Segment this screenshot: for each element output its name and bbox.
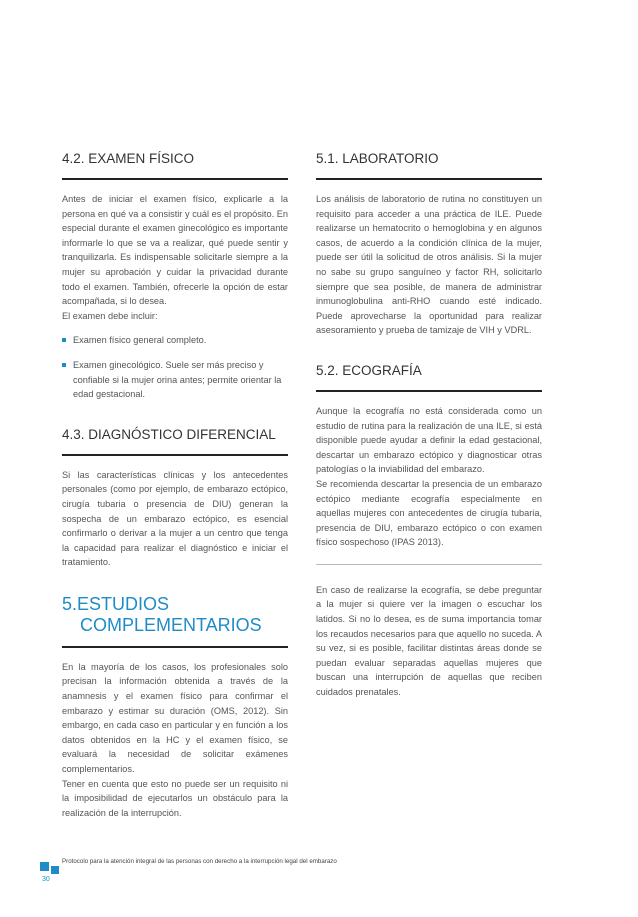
section-5-2-paragraph-3: En caso de realizarse la ecografía, se debe preguntar a la mujer si quiere ver la imagen o escuchar los latidos. Si no lo desea, es de suma importancia tomar los recaudos necesarios para que aquello no suceda. A su vez, si es posible, facilitar distintas áreas donde se puedan evaluar separadas aquellas mujeres que buscan una interrupción de aquellas que reciben cuidados prenatales. xyxy=(316,584,542,698)
bullet-icon xyxy=(62,338,66,342)
section-5-title-line1: 5.ESTUDIOS xyxy=(62,593,170,614)
list-item: Examen físico general completo. xyxy=(62,333,288,348)
section-5-title-line2: COMPLEMENTARIOS xyxy=(80,614,262,635)
section-5-paragraph-2: Tener en cuenta que esto no puede ser un requisito ni la imposibilidad de ejecutarlos un obstáculo para la realización de la interrupción. xyxy=(62,778,288,818)
divider xyxy=(316,564,542,565)
section-5-1-title: 5.1. LABORATORIO xyxy=(316,151,439,166)
bullet-icon xyxy=(62,363,66,367)
section-4-2-title: 4.2. EXAMEN FÍSICO xyxy=(62,151,195,166)
section-5-2-paragraph: Aunque la ecografía no está considerada como un estudio de rutina para la realización de una ILE, si está disponible puede ayudar a definir la edad gestacional, descartar un embarazo ectópico y diagnosticar otras patologías o la inviabilidad del embarazo. xyxy=(316,405,542,475)
title-rule xyxy=(62,178,288,180)
title-rule xyxy=(316,178,542,180)
title-rule xyxy=(62,454,288,456)
right-column xyxy=(316,150,542,700)
section-4-3-title: 4.3. DIAGNÓSTICO DIFERENCIAL xyxy=(62,426,276,442)
title-rule xyxy=(62,646,288,648)
section-5-paragraph: En la mayoría de los casos, los profesionales solo precisan la información obtenida a través de la anamnesis y el examen físico para confirmar el embarazo y estimar su duración (OMS, 2012). Sin embargo, en cada caso en particular y en función a los datos obtenidos en la HC y el examen físico, se evaluará la necesidad de solicitar exámenes complementarios. xyxy=(62,661,288,775)
left-column xyxy=(62,150,288,820)
exam-list xyxy=(62,333,288,401)
footer-text: Protocolo para la atención integral de las personas con derecho a la interrupción legal del embarazo xyxy=(62,858,337,865)
section-5-2-title: 5.2. ECOGRAFÍA xyxy=(316,362,422,378)
section-4-3-paragraph: Si las características clínicas y los antecedentes personales (como por ejemplo, de embarazo ectópico, cirugía tubaria o presencia de DIU) generan la sospecha de un embarazo ectópico, es esencial confirmarlo o derivar a la mujer a un centro que tenga la capacidad para realizar el diagnóstico e iniciar el tratamiento. xyxy=(62,469,288,568)
list-item: Examen ginecológico. Suele ser más preciso y confiable si la mujer orina antes; permite orientar la edad gestacional. xyxy=(62,358,288,402)
section-4-2-intro-list: El examen debe incluir: xyxy=(62,310,158,321)
section-5-2-paragraph-2: Se recomienda descartar la presencia de un embarazo ectópico mediante ecografía especialmente en aquellas mujeres con antecedentes de cirugía tubaria, presencia de DIU, embarazo ectópico o con examen físico sospechoso (IPAS 2013). xyxy=(316,478,542,548)
page-number: 30 xyxy=(42,876,50,883)
section-4-2-paragraph: Antes de iniciar el examen físico, explicarle a la persona en qué va a consistir y cuál es el propósito. En especial durante el examen ginecológico es importante informarle lo que se va a realizar, qué puede sentir y tranquilizarla. Es indispensable solicitarle siempre a la mujer su aprobación y cuidar la privacidad durante todo el examen. También, ofrecerle la opción de estar acompañada, si lo desea. xyxy=(62,194,288,307)
section-5-title xyxy=(62,594,288,636)
title-rule xyxy=(316,390,542,392)
section-5-1-paragraph: Los análisis de laboratorio de rutina no constituyen un requisito para acceder a una práctica de ILE. Puede realizarse un hematocrito o hemoglobina y en algunos casos, de acuerdo a la condición clínica de la mujer, puede ser útil la solicitud de otros análisis. Si la mujer no sabe su grupo sanguíneo y factor RH, solicitarlo siempre que sea posible, de manera de administrar inmunoglobulina anti-RHO cuando esté indicado. Puede aprovecharse la oportunidad para realizar asesoramiento y prueba de tamizaje de VIH y VDRL. xyxy=(316,194,542,336)
